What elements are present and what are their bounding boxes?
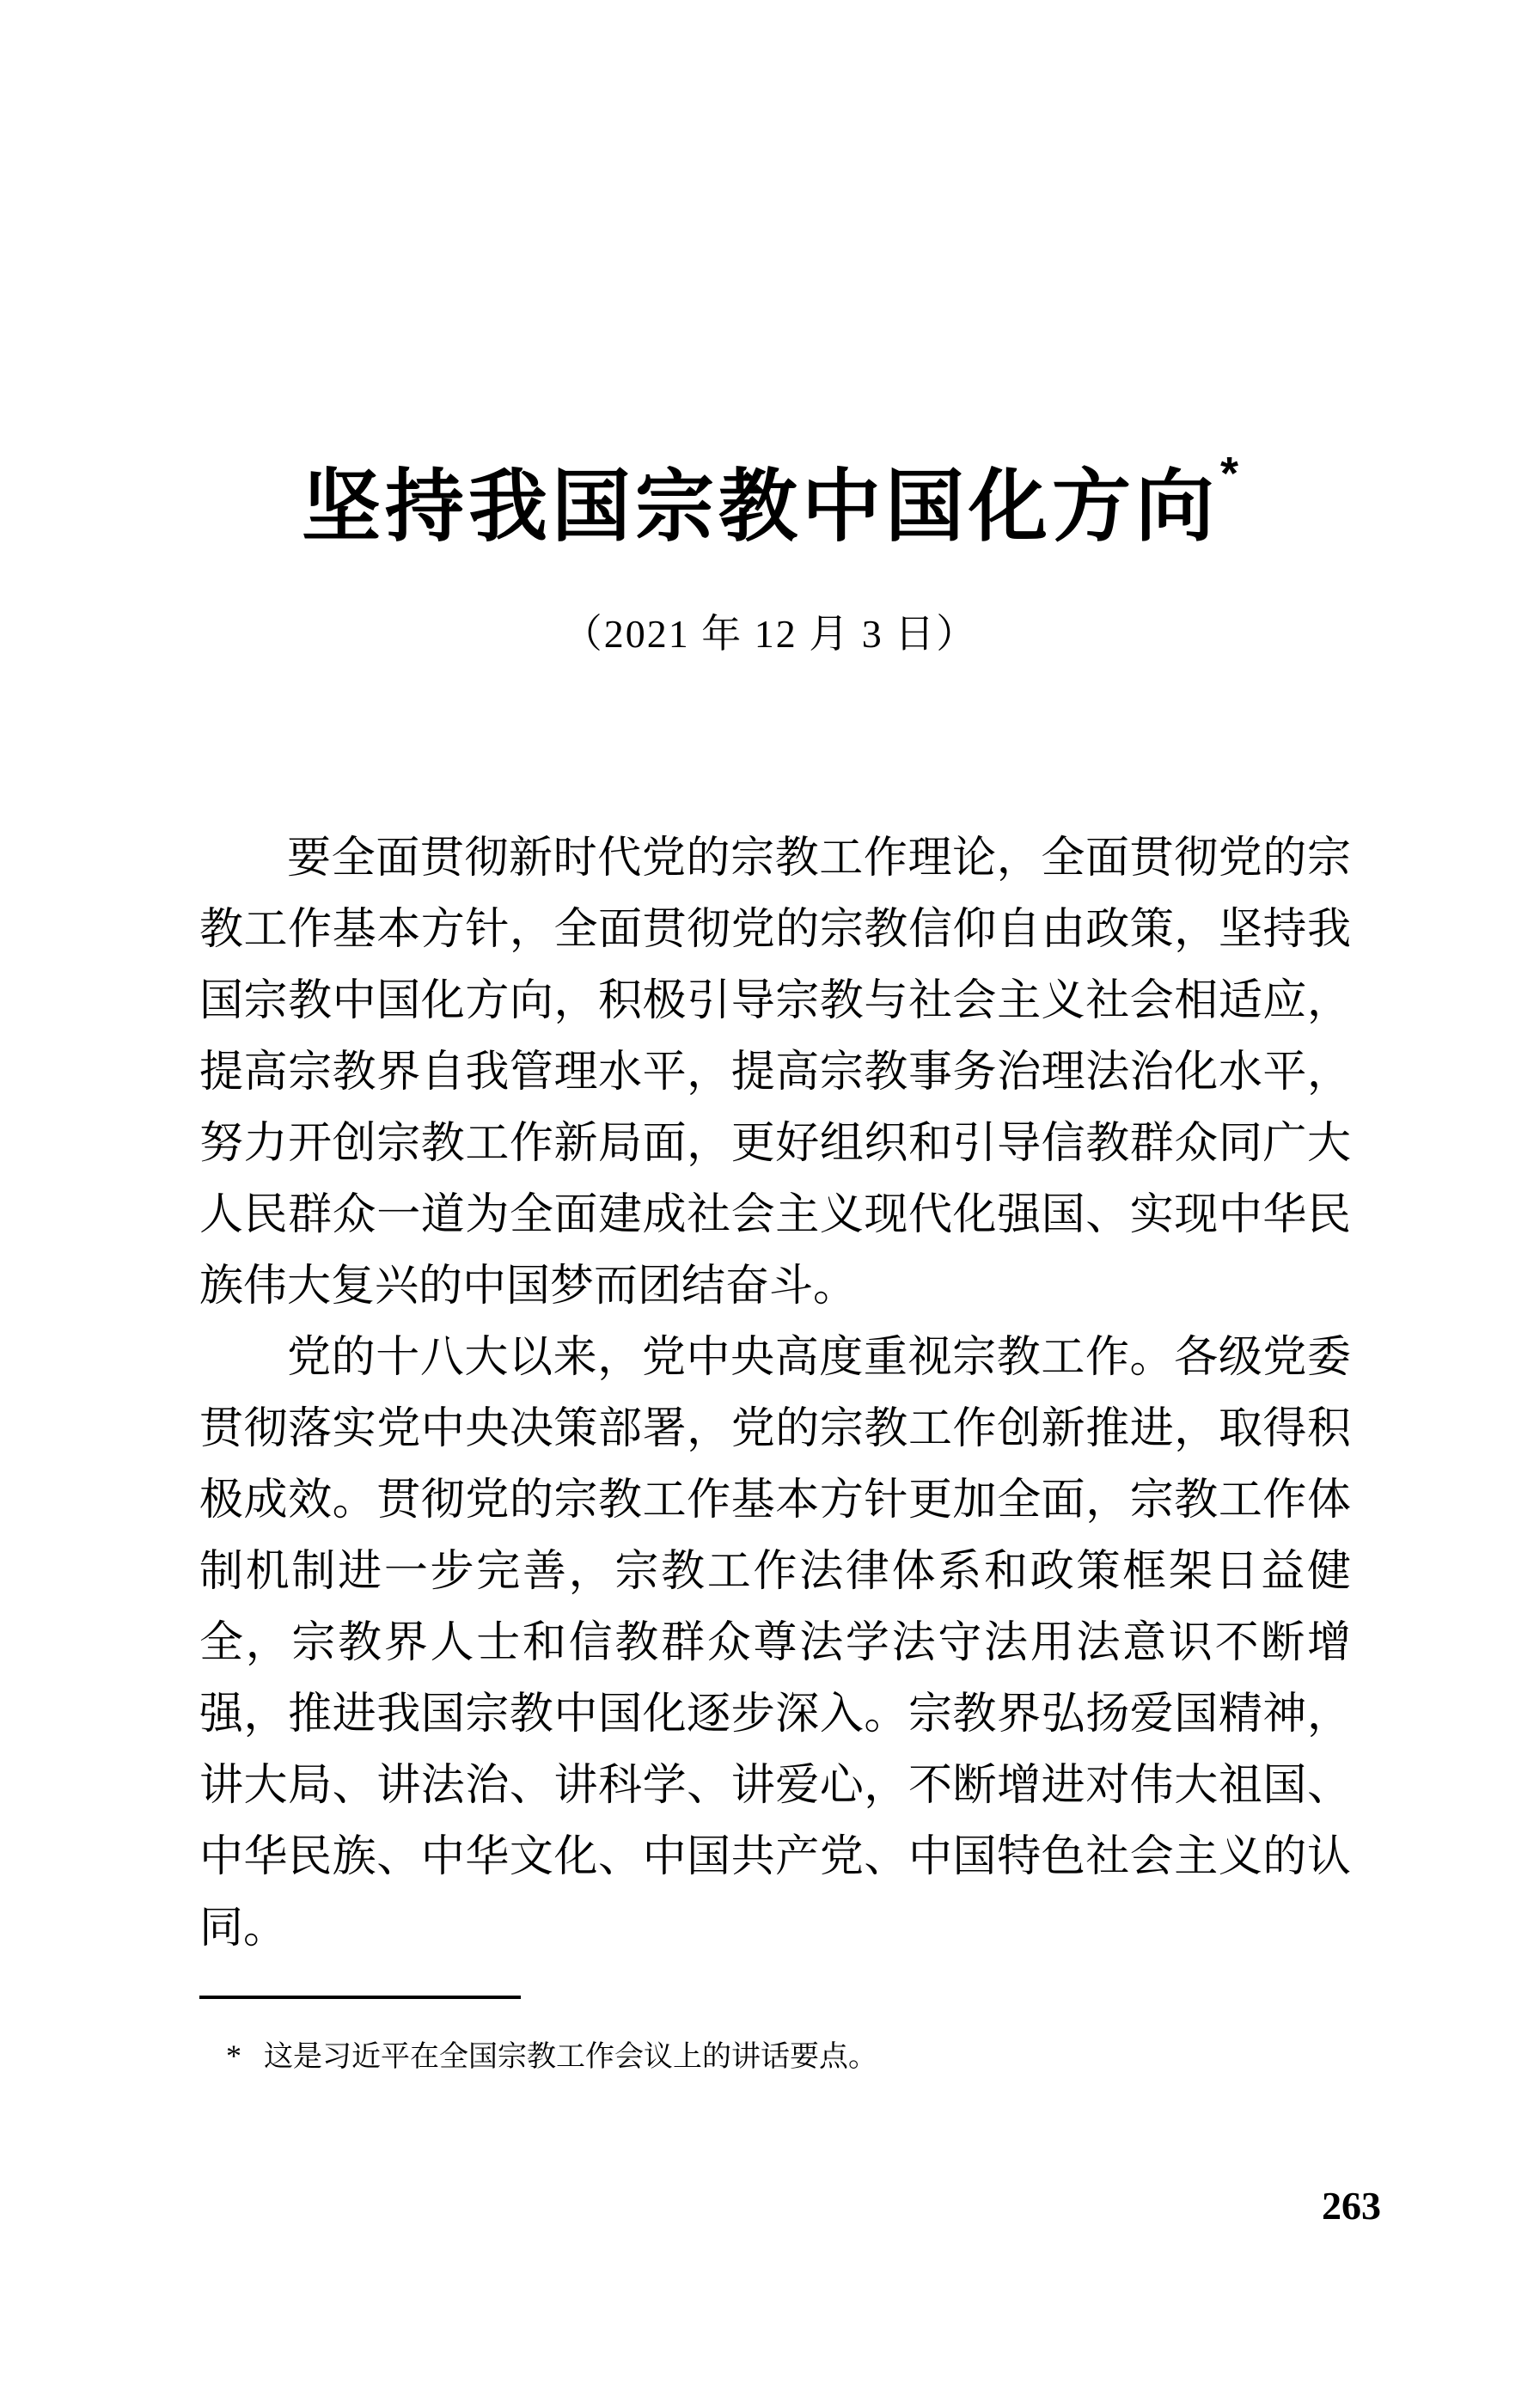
body-text (199, 823, 1351, 1965)
page-title (0, 448, 1540, 551)
page-title-text: 坚持我国宗教中国化方向 (301, 463, 1219, 551)
paragraph-1: 要全面贯彻新时代党的宗教工作理论，全面贯彻党的宗教工作基本方针，全面贯彻党的宗教信仰自由政策，坚持我国宗教中国化方向，积极引导宗教与社会主义社会相适应，提高宗教界自我管理水平，提高宗教事务治理法治化水平，努力开创宗教工作新局面，更好组织和引导信教群众同广大人民群众一道为全面建成社会主义现代化强国、实现中华民族伟大复兴的中国梦而团结奋斗。 (199, 834, 1351, 1311)
paragraph-2: 党的十八大以来，党中央高度重视宗教工作。各级党委贯彻落实党中央决策部署，党的宗教工作创新推进，取得积极成效。贯彻党的宗教工作基本方针更加全面，宗教工作体制机制进一步完善，宗教工作法律体系和政策框架日益健全，宗教界人士和信教群众尊法学法守法用法意识不断增强，推进我国宗教中国化逐步深入。宗教界弘扬爱国精神，讲大局、讲法治、讲科学、讲爱心，不断增进对伟大祖国、中华民族、中华文化、中国共产党、中国特色社会主义的认同。 (199, 1334, 1351, 1953)
date-line: （2021 年 12 月 3 日） (562, 612, 978, 656)
footnote (226, 2035, 1352, 2078)
page-number: 263 (1322, 2184, 1381, 2228)
title-footnote-marker: * (1220, 448, 1239, 499)
title-block (0, 448, 1540, 658)
footnote-marker: * (226, 2039, 241, 2073)
footnote-text: 这是习近平在全国宗教工作会议上的讲话要点。 (264, 2041, 877, 2073)
footnote-separator-rule (199, 1996, 521, 1999)
